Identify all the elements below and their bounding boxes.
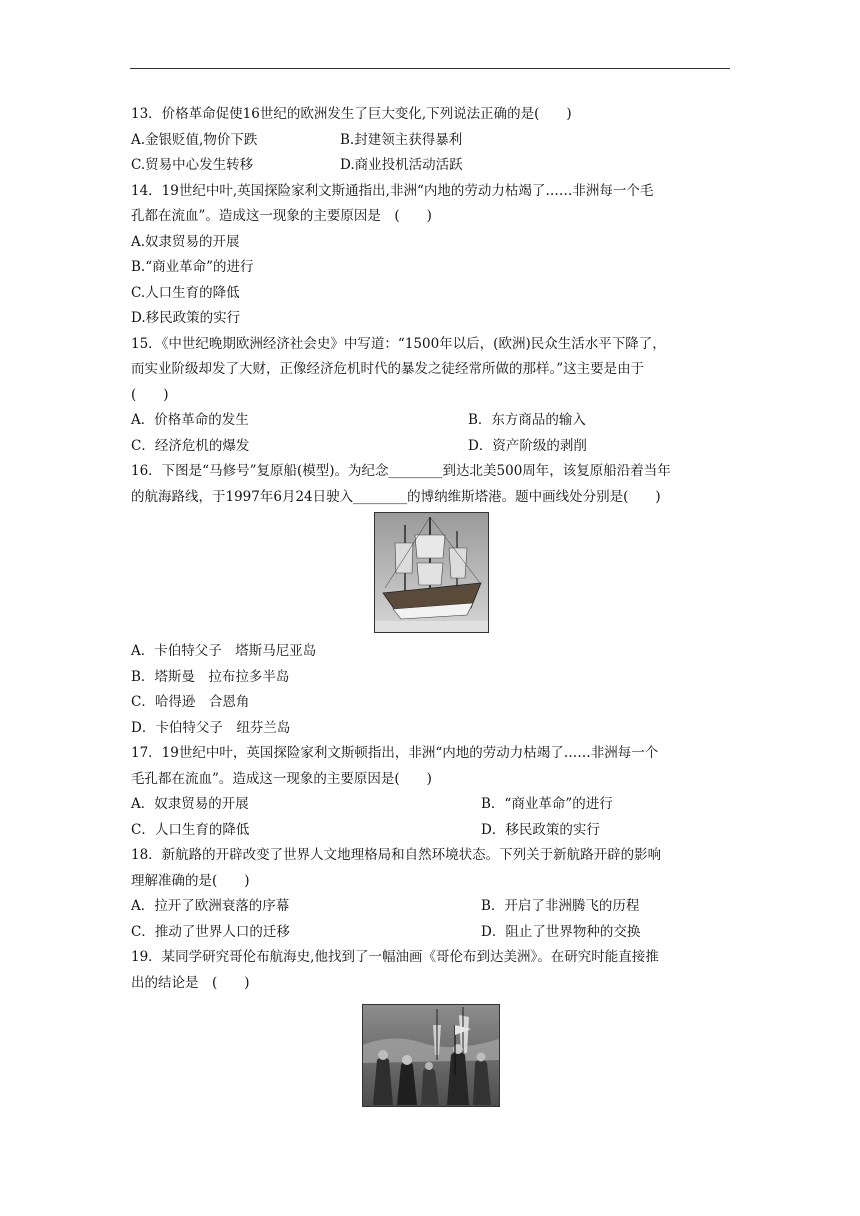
- option-b[interactable]: B.封建领主获得暴利: [340, 131, 463, 148]
- option-a[interactable]: A.金银贬值,物价下跌: [131, 131, 258, 148]
- columbus-painting-image: [362, 1004, 500, 1107]
- option-b[interactable]: B．开启了非洲腾飞的历程: [481, 898, 640, 914]
- question-stem: 毛孔都在流血”。造成这一现象的主要原因是( ): [131, 770, 432, 787]
- question-list: [131, 102, 731, 1107]
- option-a[interactable]: A.奴隶贸易的开展: [131, 233, 240, 250]
- option-a[interactable]: A．拉开了欧洲衰落的序幕: [131, 898, 290, 914]
- ship-figure: [131, 510, 731, 639]
- question-17: [131, 741, 731, 843]
- option-b[interactable]: B.“商业革命”的进行: [131, 259, 254, 275]
- question-stem: 15．《中世纪晚期欧洲经济社会史》中写道：“1500年以后，(欧洲)民众生活水平下降了，: [131, 335, 666, 352]
- option-b[interactable]: B．东方商品的输入: [468, 412, 586, 428]
- option-c[interactable]: C．哈得逊 合恩角: [131, 694, 250, 710]
- option-d[interactable]: D．移民政策的实行: [481, 821, 600, 838]
- question-stem: 14．19世纪中叶,英国探险家利文斯通指出,非洲“内地的劳动力枯竭了……非洲每一个毛: [131, 182, 654, 199]
- question-stem: 理解准确的是( ): [131, 872, 250, 889]
- question-stem: 17．19世纪中叶，英国探险家利文斯顿指出，非洲“内地的劳动力枯竭了……非洲每一个: [131, 745, 659, 761]
- option-row: [131, 894, 731, 920]
- painting-figure: [131, 996, 731, 1107]
- ship-model-image: [374, 512, 489, 633]
- question-stem: 19．某同学研究哥伦布航海史,他找到了一幅油画《哥伦布到达美洲》。在研究时能直接推: [131, 949, 659, 965]
- option-row: [131, 408, 731, 434]
- option-c[interactable]: C．经济危机的爆发: [131, 437, 250, 454]
- question-stem: 孔都在流血”。造成这一现象的主要原因是 ( ): [131, 208, 432, 224]
- option-d[interactable]: D．卡伯特父子 纽芬兰岛: [131, 719, 291, 736]
- question-stem: ( ): [131, 386, 169, 403]
- option-row: [131, 818, 731, 844]
- question-19: [131, 945, 731, 1107]
- question-18: [131, 843, 731, 945]
- option-b[interactable]: B．塔斯曼 拉布拉多半岛: [131, 668, 290, 685]
- option-row: [131, 920, 731, 946]
- ship-illustration: [375, 513, 488, 632]
- question-stem: 出的结论是 ( ): [131, 974, 250, 991]
- question-stem: 18．新航路的开辟改变了世界人文地理格局和自然环境状态。下列关于新航路开辟的影响: [131, 847, 662, 863]
- question-15: [131, 332, 731, 460]
- option-d[interactable]: D．资产阶级的剥削: [468, 437, 587, 454]
- option-c[interactable]: C.贸易中心发生转移: [131, 157, 254, 173]
- question-14: [131, 179, 731, 332]
- question-stem: 16．下图是“马修号”复原船(模型)。为纪念________到达北美500周年，该复原船沿着当年: [131, 463, 671, 479]
- option-d[interactable]: D.移民政策的实行: [131, 310, 241, 326]
- question-stem: 的航海路线，于1997年6月24日驶入________的博纳维斯塔港。题中画线处分别是( ): [131, 488, 661, 505]
- header-rule: [130, 68, 730, 69]
- option-d[interactable]: D．阻止了世界物种的交换: [481, 923, 641, 940]
- option-row: [131, 153, 731, 179]
- question-stem: 而实业阶级却发了大财，正像经济危机时代的暴发之徒经常所做的那样。”这主要是由于: [131, 361, 645, 377]
- option-row: [131, 434, 731, 460]
- painting-illustration: [363, 1005, 499, 1106]
- option-d[interactable]: D.商业投机活动活跃: [340, 157, 463, 173]
- question-16: [131, 459, 731, 741]
- question-stem: 13．价格革命促使16世纪的欧洲发生了巨大变化,下列说法正确的是( ): [131, 106, 572, 122]
- option-b[interactable]: B．“商业革命”的进行: [481, 796, 613, 812]
- option-c[interactable]: C.人口生育的降低: [131, 284, 240, 301]
- question-13: [131, 102, 731, 179]
- option-a[interactable]: A．价格革命的发生: [131, 412, 249, 428]
- option-a[interactable]: A．卡伯特父子 塔斯马尼亚岛: [131, 643, 317, 659]
- option-row: [131, 128, 731, 154]
- option-c[interactable]: C．推动了世界人口的迁移: [131, 923, 290, 940]
- option-row: [131, 792, 731, 818]
- option-c[interactable]: C．人口生育的降低: [131, 821, 250, 838]
- option-a[interactable]: A．奴隶贸易的开展: [131, 796, 249, 812]
